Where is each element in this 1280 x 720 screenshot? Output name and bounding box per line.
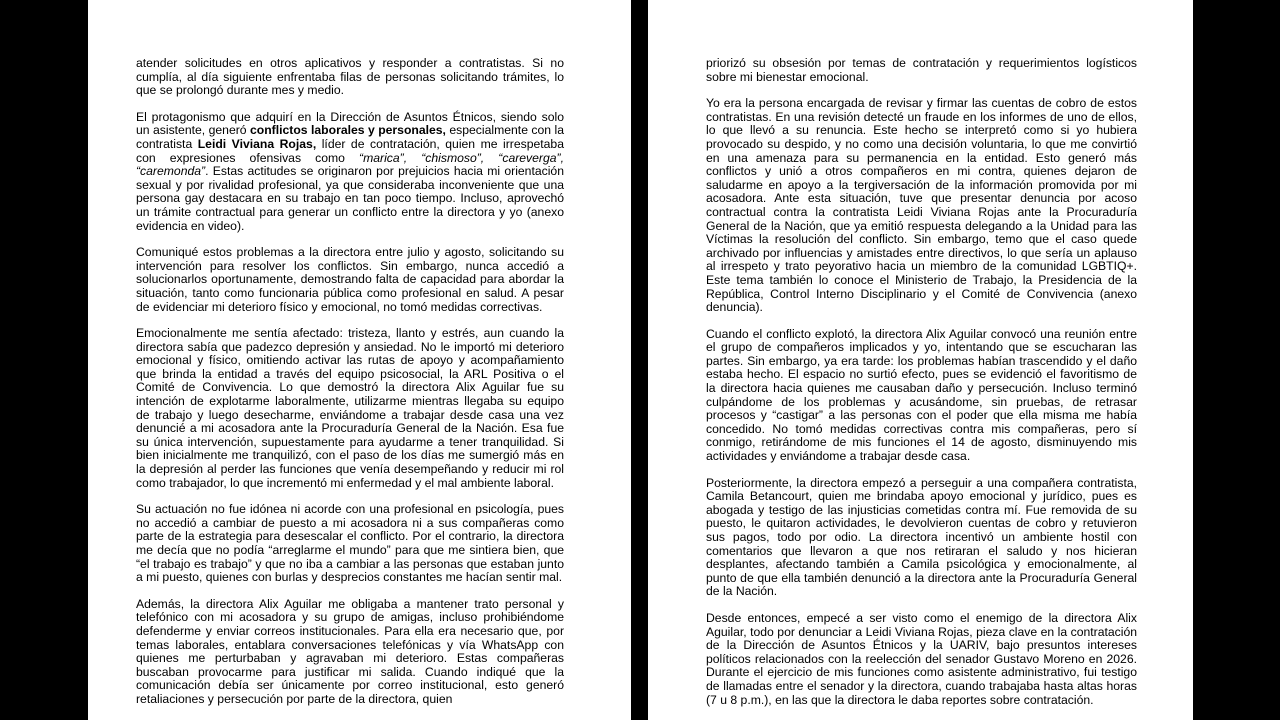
- text-run: especialmente con la contratista: [136, 123, 564, 151]
- paragraph: [136, 57, 564, 98]
- paragraph: [706, 477, 1137, 599]
- text-run: Cuando el conflicto explotó, la directora Alix Aguilar convocó una reunión entre el grupo de compañeros implicados y yo, intentando que se escucharan las partes. Sin embargo, ya era tarde: los problemas habían trascendido y el daño estaba hecho. El espacio no surtió efecto, pues se evidenció el favoritismo de la directora hacia quienes me causaban daño y persecución. Incluso terminó culpándome de los problemas y acusándome, sin pruebas, de retrasar procesos y “castigar” a las personas con el poder que ella misma me había concedido. No tomó medidas correctivas contra mis compañeras, pero sí conmigo, retirándome de mis funciones el 14 de agosto, disminuyendo mis actividades y enviándome a trabajar desde casa.: [706, 326, 1137, 464]
- text-run: Desde entonces, empecé a ser visto como el enemigo de la directora Alix Aguilar, todo por denunciar a Leidi Viviana Rojas, pieza clave en la contratación de la Dirección de Asuntos Étnicos y la UARIV, bajo presuntos intereses políticos relacionados con la reelección del senador Gustavo Moreno en 2026. Durante el ejercicio de mis funciones como asistente administrativo, fui testigo de llamadas entre el senador y la directora, cuando trabajaba hasta altas horas (7 u 8 p.m.), en las que la directora le daba reportes sobre contratación.: [706, 610, 1137, 707]
- text-run: El protagonismo que adquirí en la Dirección de Asuntos Étnicos, siendo solo un asistente, generó: [136, 109, 564, 138]
- text-run: Emocionalmente me sentía afectado: tristeza, llanto y estrés, aun cuando la directora sabía que padezco depresión y ansiedad. No le importó mi deterioro emocional y físico, omitiendo activar las rutas de apoyo y acompañamiento que brinda la entidad a través del equipo psicosocial, la ARL Positiva o el Comité de Convivencia. Lo que demostró la directora Alix Aguilar fue su intención de explotarme laboralmente, utilizarme mientras llegaba su equipo de trabajo y luego desecharme, enviándome a trabajar desde casa una vez denuncié a mi acosadora ante la Procuraduría General de la Nación. Esa fue su única intervención, supuestamente para ayudarme a tener tranquilidad. Si bien inicialmente me tranquilizó, con el paso de los días me sumergió más en la depresión al perder las funciones que venía desempeñando y reducir mi rol como trabajador, lo que incrementó mi enfermedad y el mal ambiente laboral.: [136, 326, 564, 490]
- text-run: . Estas actitudes se originaron por prejuicios hacia mi orientación sexual y por rivalidad profesional, ya que consideraba inconveniente que una persona gay destacara en su trabajo en tan poco tiempo. Incluso, aprovechó un trámite contractual para generar un conflicto entre la directora y yo (anexo evidencia en video).: [136, 164, 564, 233]
- bold-text: Leidi Viviana Rojas,: [197, 136, 317, 151]
- page-right: [648, 0, 1193, 720]
- paragraph: [136, 598, 564, 707]
- paragraph: [706, 97, 1137, 315]
- text-run: Además, la directora Alix Aguilar me obligaba a mantener trato personal y telefónico con mi acosadora y su grupo de amigas, incluso prohibiéndome defenderme y enviar correos institucionales. Para ella era necesario que, por temas laborales, entablara conversaciones telefónicas y vía WhatsApp con quienes me perturbaban y agravaban mi deterioro. Estas compañeras buscaban provocarme para justificar mi salida. Cuando indiqué que la comunicación debía ser únicamente por correo institucional, esto generó retaliaciones y persecución por parte de la directora, quien: [136, 596, 564, 706]
- text-run: líder de contratación, quien me irrespetaba con expresiones ofensivas como: [136, 136, 564, 165]
- paragraph: [706, 57, 1137, 84]
- text-run: Yo era la persona encargada de revisar y firmar las cuentas de cobro de estos contratistas. En una revisión detecté un fraude en los informes de uno de ellos, lo que llevó a su renuncia. Este hecho se interpretó como si yo hubiera provocado su despido, y no como una decisión voluntaria, lo que me convirtió en una amenaza para su permanencia en la entidad. Esto generó más conflictos y unió a otros compañeros en mi contra, quienes dejaron de saludarme en apoyo a la tergiversación de la información promovida por mi acosadora. Ante esta situación, tuve que presentar denuncia por acoso contractual contra la contratista Leidi Viviana Rojas ante la Procuraduría General de la Nación, que ya emitió respuesta delegando a la Unidad para las Víctimas la resolución del conflicto. Sin embargo, temo que el caso quede archivado por influencias y amistades entre directivos, lo que sería un aplauso al irrespeto y trato peyorativo hacia un miembro de la comunidad LGBTIQ+. Este tema también lo conoce el Ministerio de Trabajo, la Presidencia de la República, Control Interno Disciplinario y el Comité de Convivencia (anexo denuncia).: [706, 96, 1137, 315]
- paragraph: [136, 246, 564, 314]
- paragraph: [706, 612, 1137, 707]
- text-run: priorizó su obsesión por temas de contratación y requerimientos logísticos sobre mi bienestar emocional.: [706, 56, 1137, 84]
- text-run: Comuniqué estos problemas a la directora entre julio y agosto, solicitando su intervención para resolver los conflictos. Sin embargo, nunca accedió a solucionarlos oportunamente, demostrando falta de capacidad para abordar la situación, tanto como funcionaria pública como profesional en salud. A pesar de evidenciar mi deterioro físico y emocional, no tomó medidas correctivas.: [136, 245, 564, 314]
- paragraph: [136, 327, 564, 490]
- paragraph: [136, 111, 564, 233]
- text-run: Posteriormente, la directora empezó a perseguir a una compañera contratista, Camila Betancourt, quien me brindaba apoyo emocional y jurídico, pues es abogada y testigo de las injusticias cometidas contra mí. Fue removida de su puesto, le quitaron actividades, le devolvieron cuentas de cobro y retuvieron sus pagos, todo por odio. La directora incentivó un ambiente hostil con comentarios que llevaron a que nos retiraran el saludo y nos hicieran desplantes, afectando también a Camila psicológica y emocionalmente, al punto de que ella también denunció a la directora ante la Procuraduría General de la Nación.: [706, 475, 1137, 599]
- text-run: Su actuación no fue idónea ni acorde con una profesional en psicología, pues no accedió a cambiar de puesto a mi acosadora ni a sus compañeras como parte de la estrategia para desescalar el conflicto. Por el contrario, la directora me decía que no podía “arreglarme el mundo” para que me sintiera bien, que “el trabajo es trabajo” y que no iba a cambiar a las personas que estaban junto a mi puesto, quienes con burlas y desprecios constantes me hacían sentir mal.: [136, 502, 564, 585]
- bold-text: conflictos laborales y personales,: [250, 123, 446, 138]
- paragraph: [706, 328, 1137, 464]
- page-left: [88, 0, 631, 720]
- text-run: atender solicitudes en otros aplicativos y responder a contratistas. Si no cumplía, al día siguiente enfrentaba filas de personas solicitando trámites, lo que se prolongó durante mes y medio.: [136, 56, 564, 98]
- paragraph: [136, 503, 564, 585]
- italic-text: “marica”, “chismoso”, “careverga”, “caremonda”: [136, 150, 564, 179]
